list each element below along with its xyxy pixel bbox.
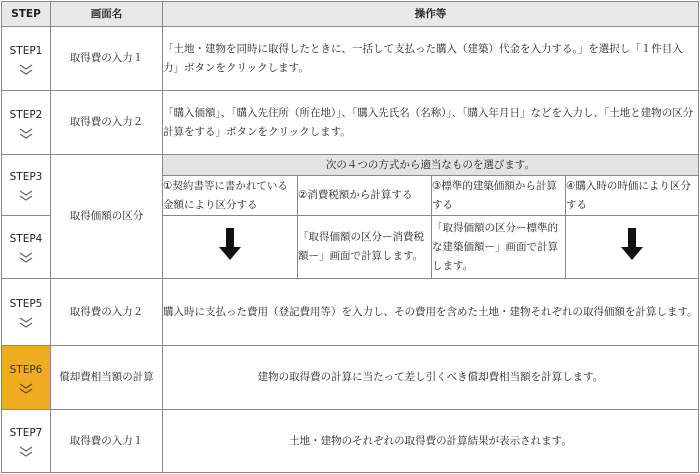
method-option-2: ②消費税額から計算する [298, 176, 432, 216]
step-cell-1 [2, 27, 51, 91]
step-row-5 [2, 279, 699, 346]
chevron-down-icon [19, 317, 33, 329]
operation-text: 「購入価額」、「購入先住所（所在地）」、「購入先氏名（名称）」、「購入年月日」などを入力し、「土地と建物の区分計算をする」ボタンをクリックします。 [163, 91, 699, 155]
step-label: STEP1 [9, 44, 43, 57]
methods-heading: 次の４つの方式から適当なものを選びます。 [163, 155, 699, 176]
down-arrow-icon [621, 228, 643, 260]
step-cell-4 [2, 216, 51, 279]
chevron-down-icon [19, 190, 33, 202]
method-2-result: 「取得価額の区分ー消費税額ー」画面で計算します。 [298, 216, 432, 279]
step-cell-7 [2, 410, 51, 473]
method-option-3: ③標準的建築価額から計算する [432, 176, 566, 216]
method-3-result: 「取得価額の区分ー標準的な建築価額ー」画面で計算します。 [432, 216, 566, 279]
chevron-down-icon [19, 446, 33, 458]
header-step: STEP [2, 2, 51, 27]
step-label: STEP2 [9, 108, 43, 121]
operation-text: 土地・建物のそれぞれの取得費の計算結果が表示されます。 [163, 410, 699, 473]
step-row-1 [2, 27, 699, 91]
step-cell-2 [2, 91, 51, 155]
chevron-down-icon [19, 128, 33, 140]
down-arrow-icon [219, 228, 241, 260]
method-1-arrow-cell [163, 216, 298, 279]
step-table [1, 1, 699, 473]
step-row-2 [2, 91, 699, 155]
operation-text: 建物の取得費の計算に当たって差し引くべき償却費相当額を計算します。 [163, 346, 699, 410]
step-label: STEP7 [9, 427, 43, 439]
screen-name: 取得費の入力１ [51, 410, 163, 473]
step-row-3a [2, 155, 699, 176]
operation-text: 購入時に支払った費用（登記費用等）を入力し、その費用を含めた土地・建物それぞれの取得価額を計算します。 [163, 279, 699, 346]
step-cell-5 [2, 279, 51, 346]
screen-name: 償却費相当額の計算 [51, 346, 163, 410]
header-screen: 画面名 [51, 2, 163, 27]
operation-text: 「土地・建物を同時に取得したときに、一括して支払った購入（建築）代金を入力する。」を選択し「１件目入力」ボタンをクリックします。 [163, 27, 699, 91]
step-label: STEP6 [9, 363, 43, 376]
step-cell-6-highlighted [2, 346, 51, 410]
step-row-7 [2, 410, 699, 473]
header-row [2, 2, 699, 27]
chevron-down-icon [19, 383, 33, 395]
step-cell-3 [2, 155, 51, 216]
chevron-down-icon [19, 64, 33, 76]
step-row-6 [2, 346, 699, 410]
screen-name: 取得費の入力１ [51, 27, 163, 91]
step-label: STEP5 [9, 298, 43, 310]
screen-name: 取得費の入力２ [51, 279, 163, 346]
method-4-arrow-cell [566, 216, 699, 279]
screen-name: 取得価額の区分 [51, 155, 163, 279]
step-label: STEP3 [9, 171, 43, 183]
header-operation: 操作等 [163, 2, 699, 27]
method-option-1: ①契約書等に書かれている金額により区分する [163, 176, 298, 216]
chevron-down-icon [19, 252, 33, 264]
screen-name: 取得費の入力２ [51, 91, 163, 155]
step-label: STEP4 [9, 233, 43, 245]
method-option-4: ④購入時の時価により区分する [566, 176, 699, 216]
